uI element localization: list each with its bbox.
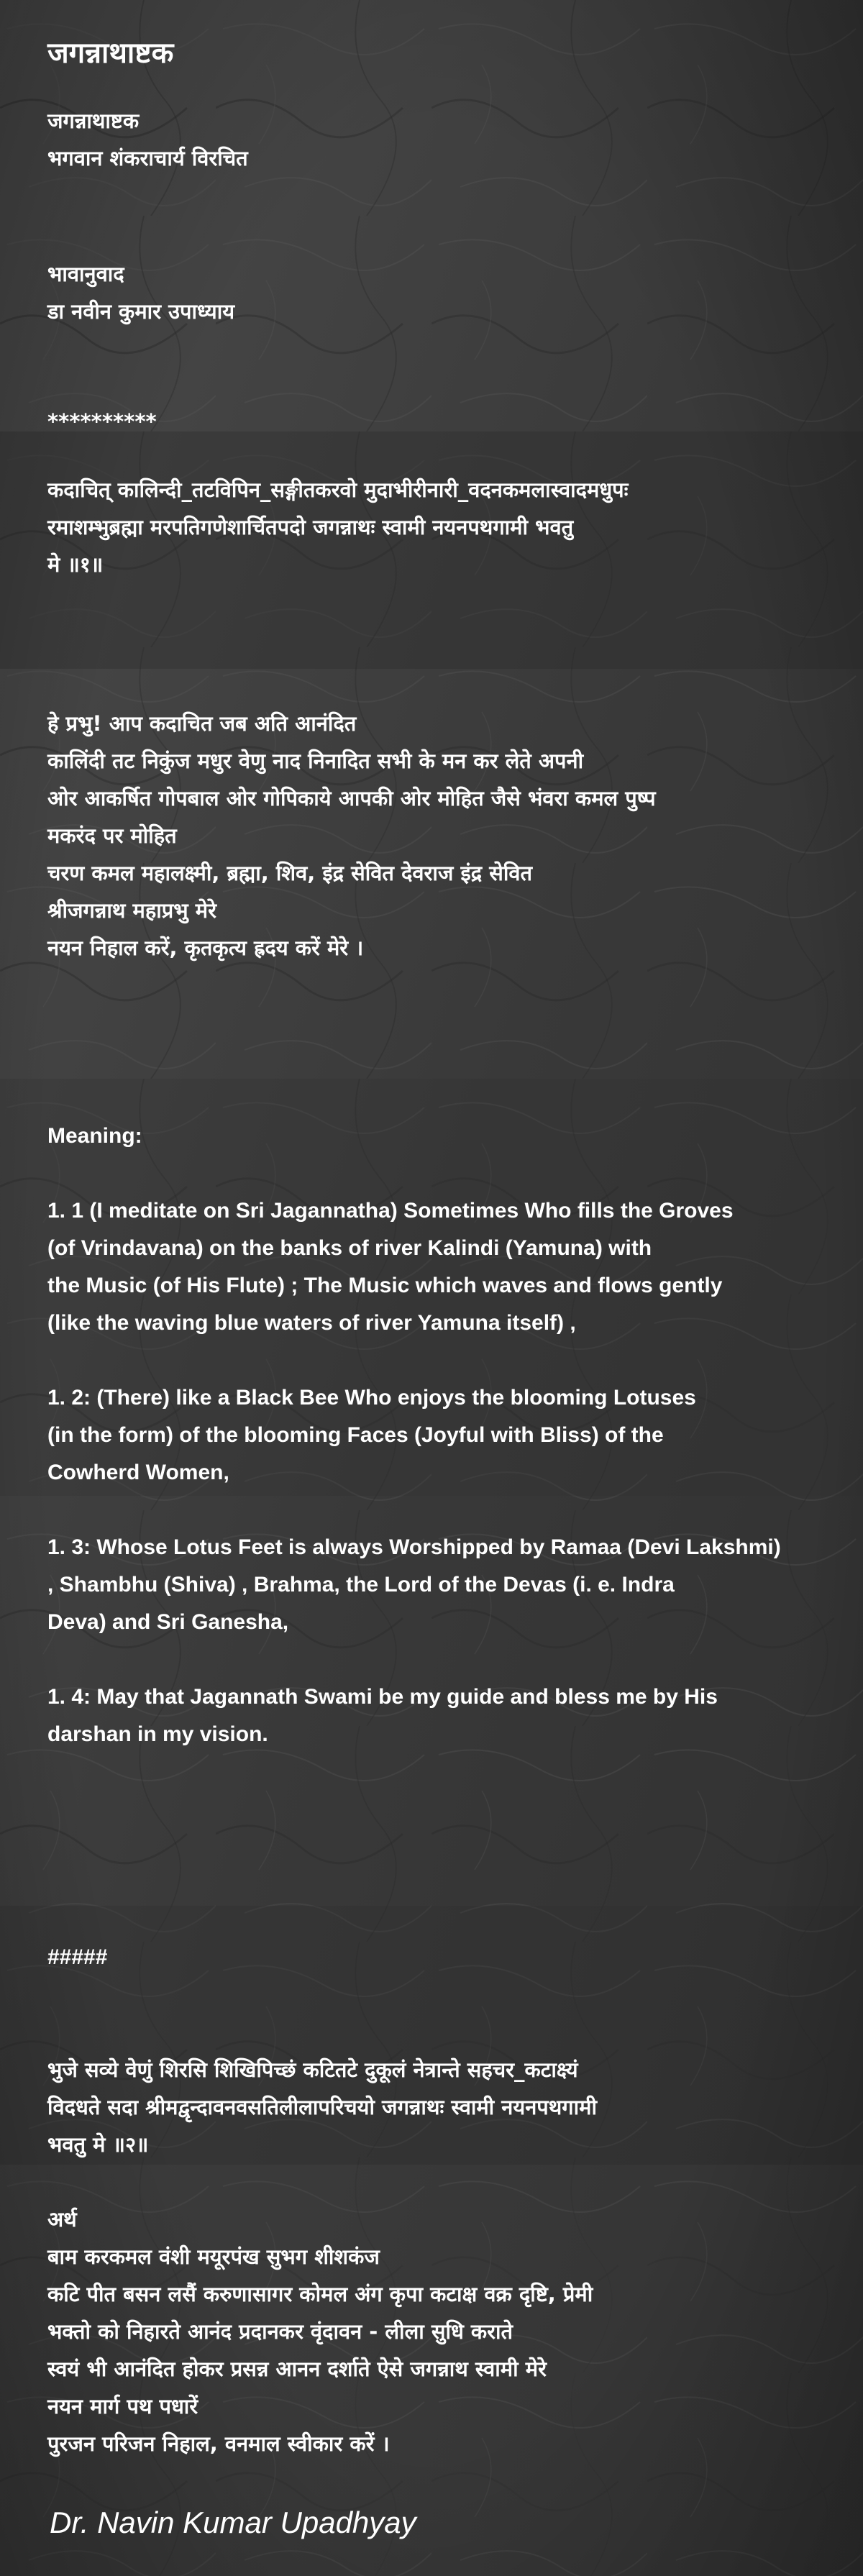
meaning-line: 1. 1 (I meditate on Sri Jagannatha) Sometimes Who fills the Groves xyxy=(47,1199,734,1223)
meaning-line: (of Vrindavana) on the banks of river Kalindi (Yamuna) with xyxy=(47,1236,652,1260)
verse-line: भुजे सव्ये वेणुं शिरसि शिखिपिच्छं कटितटे दुकूलं नेत्रान्ते सहचर_कटाक्ष्यं xyxy=(47,2057,578,2082)
verse-line: श्रीजगन्नाथ महाप्रभु मेरे xyxy=(47,898,216,923)
star-separator xyxy=(47,403,157,440)
separator-stars: ********** xyxy=(47,409,157,434)
meaning-heading-block xyxy=(47,1118,142,1155)
meaning-line: , Shambhu (Shiva) , Brahma, the Lord of the Devas (i. e. Indra xyxy=(47,1573,675,1597)
meaning-1-3 xyxy=(47,1529,781,1641)
meaning-line: Deva) and Sri Ganesha, xyxy=(47,1610,289,1634)
meaning-line: the Music (of His Flute) ; The Music which waves and flows gently xyxy=(47,1274,723,1297)
translator-line: भावानुवाद xyxy=(47,262,124,286)
meaning-1-2 xyxy=(47,1379,696,1492)
meaning-line: Cowherd Women, xyxy=(47,1461,229,1484)
meaning-line: 1. 3: Whose Lotus Feet is always Worshipped by Ramaa (Devi Lakshmi) xyxy=(47,1535,781,1559)
meaning-line: (in the form) of the blooming Faces (Joyful with Bliss) of the xyxy=(47,1423,664,1447)
verse-line: भवतु मे ॥२॥ xyxy=(47,2132,149,2157)
meaning-1-4 xyxy=(47,1678,718,1753)
meaning-heading: Meaning: xyxy=(47,1124,142,1148)
verse-line: भक्तो को निहारते आनंद प्रदानकर वृंदावन - लीला सुधि कराते xyxy=(47,2319,513,2344)
verse-line: रमाशम्भुब्रह्मा मरपतिगणेशार्चितपदो जगन्नाथः स्वामी नयनपथगामी भवतु xyxy=(47,515,574,539)
verse-1-sanskrit xyxy=(47,471,629,583)
separator-hashes: ##### xyxy=(47,1945,108,1969)
verse-line: हे प्रभु! आप कदाचित जब अति आनंदित xyxy=(47,711,357,736)
author-signature: Dr. Navin Kumar Upadhyay xyxy=(50,2506,416,2539)
translator-line: डा नवीन कुमार उपाध्याय xyxy=(47,299,235,324)
meaning-1-1 xyxy=(47,1192,734,1342)
meaning-line: (like the waving blue waters of river Yamuna itself) , xyxy=(47,1311,576,1335)
hash-separator xyxy=(47,1939,107,1976)
verse-line: कटि पीत बसन लसैं करुणासागर कोमल अंग कृपा कटाक्ष वक्र दृष्टि, प्रेमी xyxy=(47,2282,593,2306)
verse-1-hindi xyxy=(47,705,656,967)
verse-line: बाम करकमल वंशी मयूरपंख सुभग शीशकंज xyxy=(47,2244,380,2269)
verse-line: कालिंदी तट निकुंज मधुर वेणु नाद निनादित सभी के मन कर लेते अपनी xyxy=(47,749,584,773)
verse-2-hindi xyxy=(47,2201,593,2462)
verse-line: ओर आकर्षित गोपबाल ओर गोपिकाये आपकी ओर मोहित जैसे भंवरा कमल पुष्प xyxy=(47,786,656,810)
meaning-line: 1. 4: May that Jagannath Swami be my guide and bless me by His xyxy=(47,1685,718,1709)
intro-line: भगवान शंकराचार्य विरचित xyxy=(47,146,248,170)
meaning-line: darshan in my vision. xyxy=(47,1722,268,1746)
verse-line: चरण कमल महालक्ष्मी, ब्रह्मा, शिव, इंद्र सेवित देवराज इंद्र सेवित xyxy=(47,861,532,885)
verse-line: स्वयं भी आनंदित होकर प्रसन्न आनन दर्शाते ऐसे जगन्नाथ स्वामी मेरे xyxy=(47,2357,547,2381)
verse-2-sanskrit xyxy=(47,2051,597,2163)
page-title: जगन्नाथाष्टक xyxy=(47,37,174,70)
verse-line: पुरजन परिजन निहाल, वनमाल स्वीकार करें । xyxy=(47,2431,390,2456)
translator-block xyxy=(47,255,234,330)
intro-line: जगन्नाथाष्टक xyxy=(47,109,140,133)
intro-block xyxy=(47,102,248,177)
verse-line: नयन निहाल करें, कृतकृत्य ह्रदय करें मेरे । xyxy=(47,936,364,960)
verse-line: मकरंद पर मोहित xyxy=(47,823,177,848)
verse-line: कदाचित् कालिन्दी_तटविपिन_सङ्गीतकरवो मुदाभीरीनारी_वदनकमलास्वादमधुपः xyxy=(47,478,629,502)
verse-line: विदधते सदा श्रीमद्वृन्दावनवसतिलीलापरिचयो जगन्नाथः स्वामी नयनपथगामी xyxy=(47,2095,597,2119)
verse-line: अर्थ xyxy=(47,2207,77,2232)
verse-line: नयन मार्ग पथ पधारें xyxy=(47,2394,198,2419)
meaning-line: 1. 2: (There) like a Black Bee Who enjoys the blooming Lotuses xyxy=(47,1386,696,1410)
verse-line: मे ॥१॥ xyxy=(47,552,104,577)
